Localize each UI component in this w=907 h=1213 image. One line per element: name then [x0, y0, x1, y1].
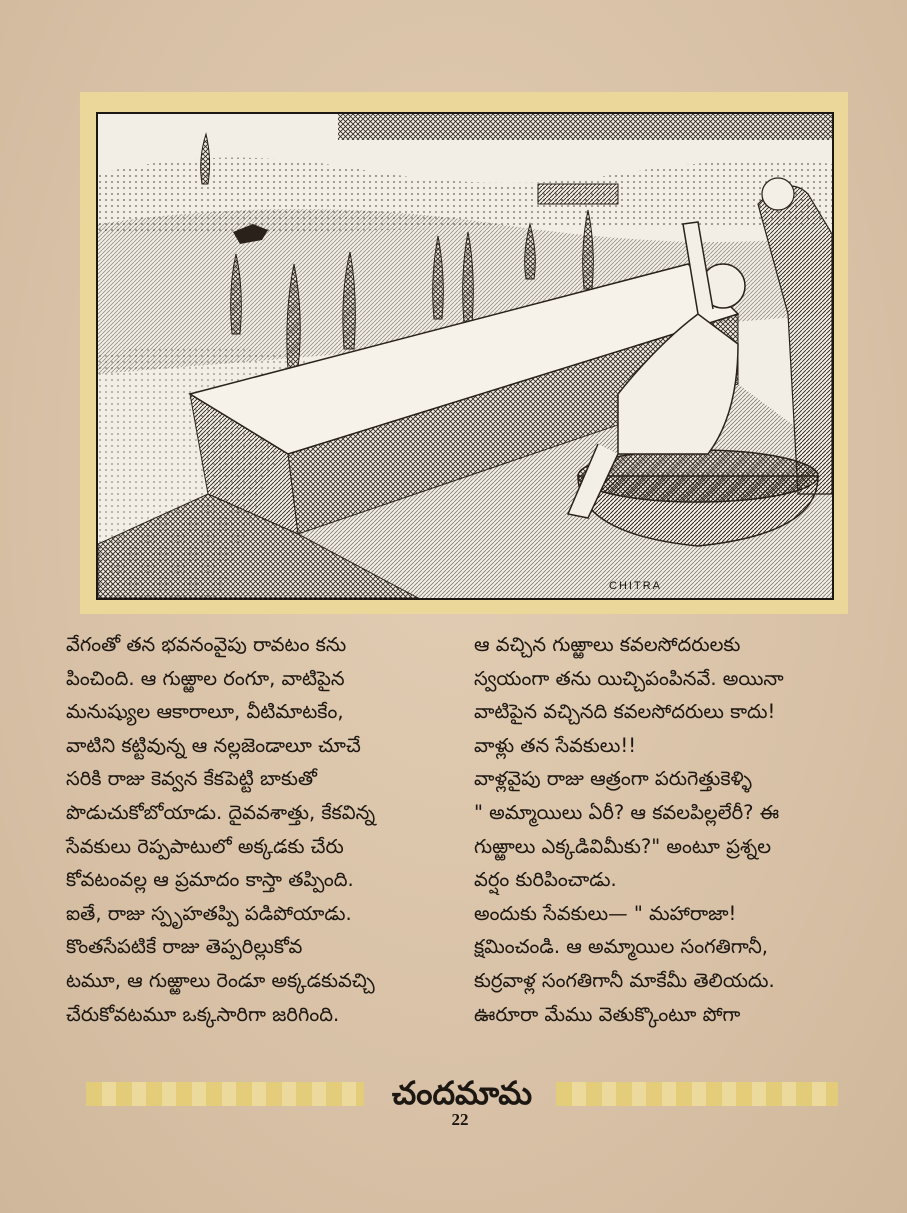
paragraph: అందుకు సేవకులు— " మహారాజా! క్షమించండి. ఆ అమ్మాయిల సంగతిగానీ, కుర్రవాళ్ల సంగతిగానీ మాకేమీ తెలియదు. ఊరూరా మేము వెతుక్కొంటూ పోగా — [474, 901, 775, 1026]
artist-signature: CHITRA — [609, 580, 662, 592]
footer-decoration-right — [556, 1082, 838, 1106]
paragraph: వేగంతో తన భవనంవైపు రావటం కను పించింది. ఆ గుఱ్ఱాల రంగూ, వాటిపైన మనుష్యుల ఆకారాలూ, వీటిమాటకేం, వాటిని కట్టివున్న ఆ నల్లజెండాలూ చూచే సరికి రాజు కెవ్వన కేకపెట్టి బాకుతో పొడుచుకోబోయాడు. దైవవశాత్తు, కేకవిన్న సేవకులు రెప్పపాటులో అక్కడకు చేరు కోవటంవల్ల ఆ ప్రమాదం కాస్తా తప్పింది. ఐతే, రాజు స్పృహతప్పి పడిపోయాడు. — [66, 633, 376, 925]
footer-decoration-left — [86, 1082, 364, 1106]
palace-terrace-illustration — [96, 112, 834, 600]
paragraph: వాళ్లవైపు రాజు ఆత్రంగా పరుగెత్తుకెళ్ళి " అమ్మాయిలు ఏరీ? ఆ కవలపిల్లలేరీ? ఈ గుఱ్ఱాలు ఎక్కడివిమీకు?" అంటూ ప్రశ్నల వర్షం కురిపించాడు. — [474, 767, 780, 892]
text-column-right — [474, 628, 846, 1031]
text-column-left — [66, 628, 438, 1031]
paragraph: కొంతసేపటికే రాజు తెప్పరిల్లుకోవ టమూ, ఆ గుఱ్ఱాలు రెండూ అక్కడకువచ్చి చేరుకోవటమూ ఒక్కసారిగా జరిగింది. — [66, 935, 375, 1026]
page-number: 22 — [451, 1110, 469, 1129]
magazine-name: చందమామ — [391, 1074, 533, 1112]
paragraph: ఆ వచ్చిన గుఱ్ఱాలు కవలసోదరులకు స్వయంగా తను యిచ్చిపంపినవే. అయినా వాటిపైన వచ్చినది కవలసోదరులు కాదు! వాళ్లు తన సేవకులు!! — [474, 633, 784, 757]
